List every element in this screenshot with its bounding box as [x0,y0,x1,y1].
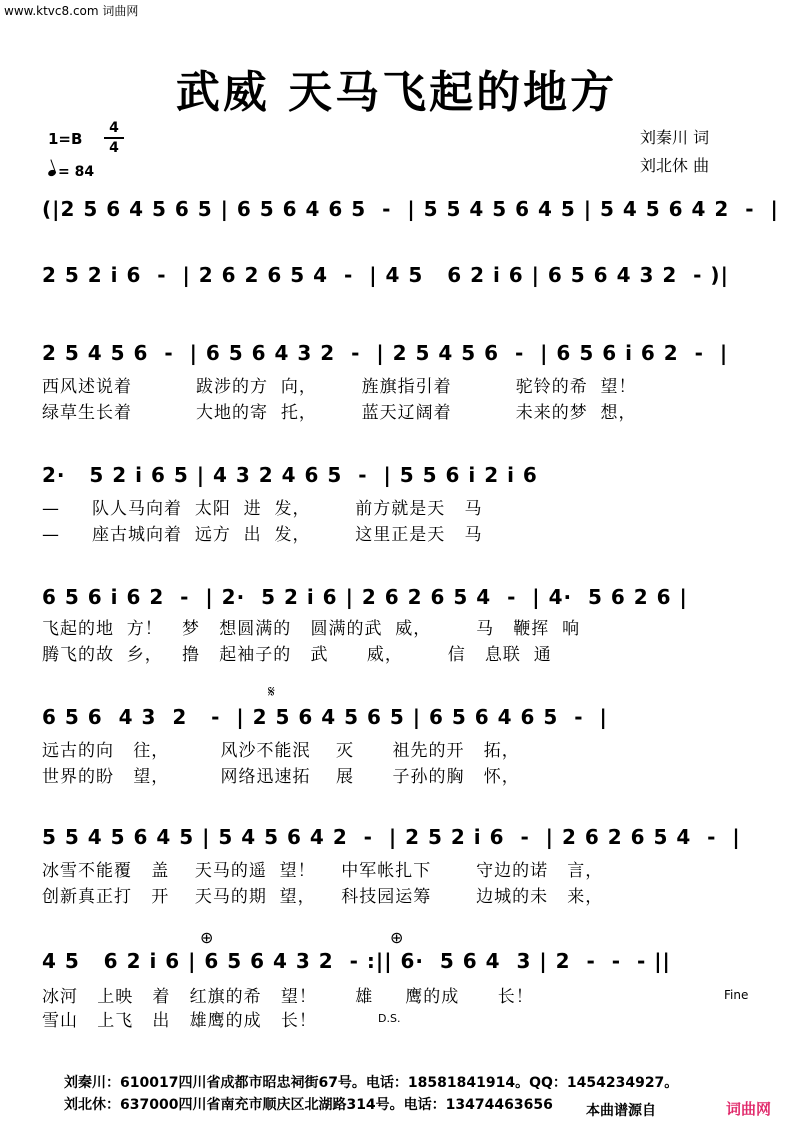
source-label: 本曲谱源自 [582,1100,660,1120]
lyric-line-5b: 腾飞的故 乡， 撸 起袖子的 武 威， 信 息联 通 [42,645,552,665]
footer-line-2: 刘北休：637000四川省南充市顺庆区北湖路314号。电话：13474463656 [64,1097,553,1113]
lyric-line-6b: 世界的盼 望， 网络迅速拓 展 子孙的胸 怀， [42,767,520,787]
ds-mark: D.S. [378,1012,401,1025]
time-bar [104,137,124,139]
key-signature: 1=B [48,130,83,148]
time-numerator: 4 [109,120,119,136]
song-title: 武威 天马飞起的地方 [175,67,618,118]
composer: 刘北休 曲 [640,156,710,175]
tempo-value: = 84 [58,164,95,180]
score-line-8: 4 5 6 2 i 6 | 6 5 6 4 3 2 - :|| 6· 5 6 4 3 | 2 - - - || [42,949,671,973]
site-url[interactable]: www.ktvc8.com 词曲网 [4,4,139,18]
coda-icon: ⊕ [200,928,214,947]
lyric-line-3b: 绿草生长着 大地的寄 托， 蓝天辽阔着 未来的梦 想， [42,403,637,423]
score-line-1: (|2 5 6 4 5 6 5 | 6 5 6 4 6 5 - | 5 5 4 5 6 4 5 | 5 4 5 6 4 2 - | [42,197,779,221]
lyric-line-8a: 冰河 上映 着 红旗的希 望！ 雄 鹰的成 长！ [42,987,534,1007]
quarter-note-icon [47,169,57,177]
lyric-line-4a: — 队人马向着 太阳 进 发， 前方就是天 马 [42,499,483,519]
site-logo[interactable]: 词曲网 [726,1100,772,1118]
lyric-line-3a: 西风述说着 跋涉的方 向， 旌旗指引着 驼铃的希 望！ [42,377,637,397]
score-line-5: 6 5 6 i 6 2 - | 2· 5 2 i 6 | 2 6 2 6 5 4 - | 4· 5 6 2 6 | [42,585,688,609]
score-line-2: 2 5 2 i 6 - | 2 6 2 6 5 4 - | 4 5 6 2 i 6 | 6 5 6 4 3 2 - )| [42,263,729,287]
lyric-line-7b: 创新真正打 开 天马的期 望， 科技园运筹 边城的未 来， [42,887,604,907]
coda-icon-2: ⊕ [390,928,404,947]
footer-line-1: 刘秦川：610017四川省成都市昭忠祠街67号。电话：18581841914。QQ：1454234927。 [64,1075,679,1091]
lyric-line-4b: — 座古城向着 远方 出 发， 这里正是天 马 [42,525,483,545]
score-line-3: 2 5 4 5 6 - | 6 5 6 4 3 2 - | 2 5 4 5 6 - | 6 5 6 i 6 2 - | [42,341,729,365]
segno-icon: 𝄋 [268,682,275,701]
lyric-line-6a: 远古的向 往， 风沙不能泯 灭 祖先的开 拓， [42,741,520,761]
lyric-line-8b: 雪山 上飞 出 雄鹰的成 长！ [42,1011,317,1031]
time-denominator: 4 [109,140,119,156]
fine-mark: Fine [724,988,749,1002]
time-signature [104,120,124,156]
score-line-4: 2· 5 2 i 6 5 | 4 3 2 4 6 5 - | 5 5 6 i 2 i 6 [42,463,538,487]
score-line-6: 6 5 6 4 3 2 - | 2 5 6 4 5 6 5 | 6 5 6 4 6 5 - | [42,705,608,729]
lyricist: 刘秦川 词 [640,128,710,147]
credits [640,124,709,180]
score-line-7: 5 5 4 5 6 4 5 | 5 4 5 6 4 2 - | 2 5 2 i 6 - | 2 6 2 6 5 4 - | [42,825,741,849]
lyric-line-7a: 冰雪不能覆 盖 天马的遥 望！ 中军帐扎下 守边的诺 言， [42,861,604,881]
lyric-line-5a: 飞起的地 方！ 梦 想圆满的 圆满的武 威， 马 鞭挥 响 [42,619,581,639]
tempo-mark [48,164,94,180]
